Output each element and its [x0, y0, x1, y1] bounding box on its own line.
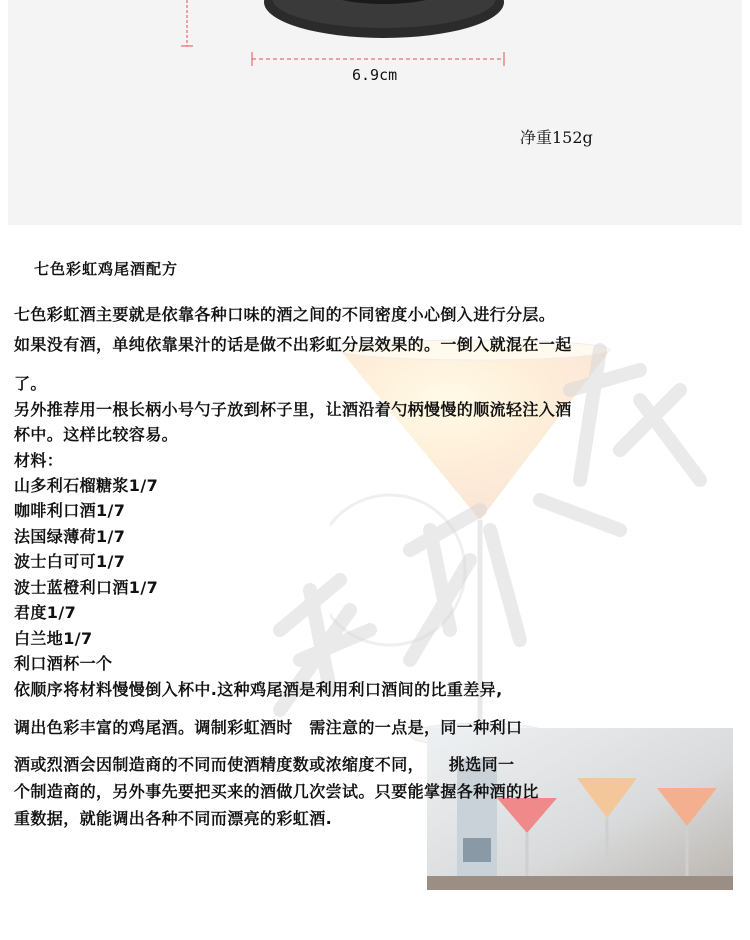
- intro-line-2: 如果没有酒，单纯依靠果汁的话是做不出彩虹分层效果的。一倒入就混在一起: [14, 335, 572, 354]
- tip-line-1: 另外推荐用一根长柄小号勺子放到杯子里，让酒沿着勺柄慢慢的顺流轻注入酒: [14, 400, 572, 419]
- materials-label: 材料：: [14, 451, 64, 470]
- ingredient-item: 山多利石榴糖浆1/7: [14, 476, 159, 495]
- note-line-2: 酒或烈酒会因制造商的不同而使酒精度数或浓缩度不同， 挑选同一: [14, 755, 515, 774]
- ingredient-item: 咖啡利口酒1/7: [14, 501, 126, 520]
- method-line: 依顺序将材料慢慢倒入杯中.这种鸡尾酒是利用利口酒间的比重差异,: [14, 680, 503, 699]
- ingredient-item: 白兰地1/7: [14, 629, 93, 648]
- intro-line-3: 了。: [14, 374, 47, 393]
- ingredient-item: 法国绿薄荷1/7: [14, 527, 126, 546]
- note-line-3: 个制造商的，另外事先要把买来的酒做几次尝试。只要能掌握各种酒的比: [14, 782, 539, 801]
- ingredient-item: 利口酒杯一个: [14, 654, 113, 673]
- intro-line-1: 七色彩虹酒主要就是依靠各种口味的酒之间的不同密度小心倒入进行分层。: [14, 305, 556, 324]
- ingredient-item: 波士蓝橙利口酒1/7: [14, 578, 159, 597]
- ingredient-item: 君度1/7: [14, 603, 77, 622]
- net-weight-label: 净重152g: [520, 128, 593, 147]
- tip-line-2: 杯中。这样比较容易。: [14, 425, 179, 444]
- width-dimension-label: 6.9cm: [352, 66, 398, 84]
- ingredient-item: 波士白可可1/7: [14, 552, 126, 571]
- note-line-4: 重数据，就能调出各种不同而漂亮的彩虹酒.: [14, 809, 333, 828]
- note-line-1: 调出色彩丰富的鸡尾酒。调制彩虹酒时 需注意的一点是，同一种利口: [14, 718, 523, 737]
- width-dimension-marker: [248, 52, 508, 66]
- height-dimension-marker: [180, 0, 194, 52]
- glass-base-image: [260, 0, 508, 40]
- recipe-title: 七色彩虹鸡尾酒配方: [34, 260, 179, 278]
